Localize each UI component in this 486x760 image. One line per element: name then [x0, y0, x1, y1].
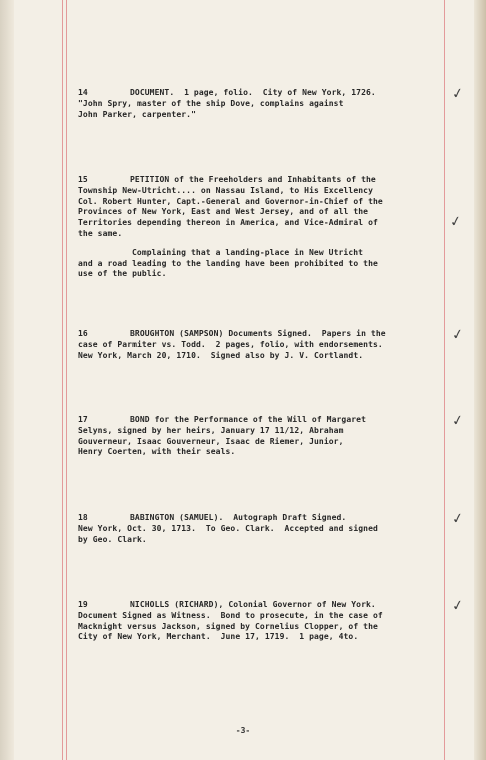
- entry-line: Macknight versus Jackson, signed by Cornelius Clopper, of the: [78, 621, 378, 631]
- entry-line: DOCUMENT. 1 page, folio. City of New York, 1726.: [130, 88, 376, 97]
- page-number: -3-: [235, 726, 251, 735]
- entry-line: Document Signed as Witness. Bond to prosecute, in the case of: [78, 610, 383, 620]
- entry-17: [78, 415, 438, 458]
- entry-paragraph-line: use of the public.: [78, 269, 167, 279]
- entry-15: [78, 175, 438, 280]
- entry-line: PETITION of the Freeholders and Inhabitants of the: [130, 175, 376, 184]
- entry-number: 19: [78, 600, 88, 609]
- entry-line: BROUGHTON (SAMPSON) Documents Signed. Papers in the: [130, 329, 386, 338]
- entry-line: case of Parmiter vs. Todd. 2 pages, folio, with endorsements.: [78, 339, 383, 349]
- entry-line: BOND for the Performance of the Will of Margaret: [130, 415, 366, 424]
- entry-line: New York, March 20, 1710. Signed also by J. V. Cortlandt.: [78, 350, 364, 360]
- entry-19: [78, 600, 438, 643]
- check-mark-icon: ✓: [450, 412, 466, 430]
- entry-paragraph-line: and a road leading to the landing have been prohibited to the: [78, 258, 378, 268]
- page-left-edge: [0, 0, 14, 760]
- entry-line: City of New York, Merchant. June 17, 1719. 1 page, 4to.: [78, 632, 359, 642]
- entry-number: 16: [78, 329, 88, 338]
- entry-number: 14: [78, 88, 88, 97]
- check-mark-icon: ✓: [450, 597, 466, 615]
- check-mark-icon: ✓: [450, 510, 466, 528]
- check-mark-icon: ✓: [450, 85, 466, 103]
- page-right-edge: [474, 0, 486, 760]
- entry-line: Provinces of New York, East and West Jersey, and of all the: [78, 207, 369, 217]
- entry-16: [78, 329, 438, 361]
- entry-number: 15: [78, 175, 88, 184]
- entry-line: Township New-Utricht.... on Nassau Island, to His Excellency: [78, 185, 373, 195]
- entry-paragraph-line: Complaining that a landing-place in New Utricht: [132, 247, 364, 257]
- entry-line: New York, Oct. 30, 1713. To Geo. Clark. Accepted and signed: [78, 523, 378, 533]
- left-margin-rule: [62, 0, 63, 760]
- left-margin-rule-2: [66, 0, 67, 760]
- entry-line: Col. Robert Hunter, Capt.-General and Governor-in-Chief of the: [78, 196, 383, 206]
- entry-18: [78, 513, 438, 545]
- entry-line: Henry Coerten, with their seals.: [78, 447, 236, 457]
- entry-line: by Geo. Clark.: [78, 534, 147, 544]
- check-mark-icon: ✓: [450, 326, 466, 344]
- right-margin-rule: [444, 0, 445, 760]
- entry-line: the same.: [78, 228, 123, 238]
- entry-number: 18: [78, 513, 88, 522]
- entry-line: John Parker, carpenter.": [78, 109, 196, 119]
- entry-number: 17: [78, 415, 88, 424]
- bleed-through-text: [96, 122, 426, 132]
- entry-line: NICHOLLS (RICHARD), Colonial Governor of New York.: [130, 600, 376, 609]
- entry-line: Gouverneur, Isaac Gouverneur, Isaac de Riemer, Junior,: [78, 436, 344, 446]
- entry-line: Selyns, signed by her heirs, January 17 11/12, Abraham: [78, 425, 344, 435]
- check-mark-icon: ✓: [448, 213, 464, 231]
- entry-14: [78, 88, 438, 120]
- entry-line: BABINGTON (SAMUEL). Autograph Draft Signed.: [130, 513, 347, 522]
- entry-line: "John Spry, master of the ship Dove, complains against: [78, 98, 344, 108]
- entry-line: Territories depending thereon in America, and Vice-Admiral of: [78, 218, 378, 228]
